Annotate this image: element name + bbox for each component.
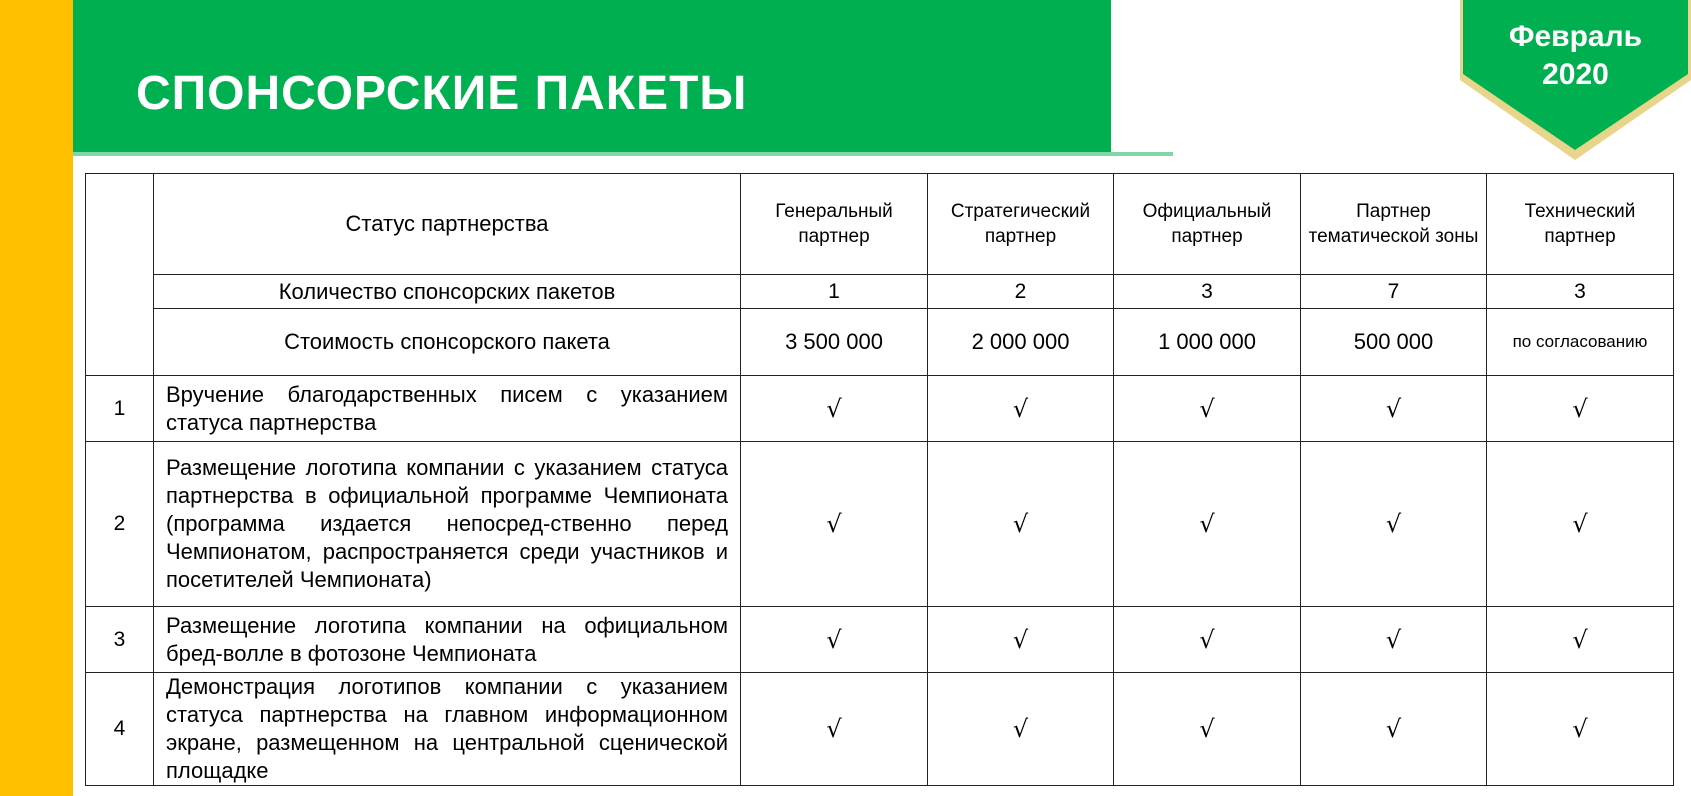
row-number: 1 [86, 376, 154, 442]
check-mark-icon: √ [928, 673, 1114, 786]
price-cell: 1 000 000 [1114, 309, 1301, 376]
check-mark-icon: √ [1114, 442, 1301, 607]
check-mark-icon: √ [928, 376, 1114, 442]
row-description: Вручение благодарственных писем с указанием статуса партнерства [154, 376, 741, 442]
table-row [86, 442, 1674, 607]
column-header: Официальный партнер [1114, 174, 1301, 275]
column-header: Генеральный партнер [741, 174, 928, 275]
check-mark-icon: √ [1487, 376, 1674, 442]
row-description: Демонстрация логотипов компании с указанием статуса партнерства на главном информационном экране, размещенном на центральной сценической площадке [154, 673, 741, 786]
column-header: Партнер тематической зоны [1301, 174, 1487, 275]
count-cell: 3 [1487, 275, 1674, 309]
check-mark-icon: √ [741, 673, 928, 786]
price-cell: 2 000 000 [928, 309, 1114, 376]
check-mark-icon: √ [928, 607, 1114, 673]
row-number: 2 [86, 442, 154, 607]
check-mark-icon: √ [1301, 673, 1487, 786]
count-cell: 7 [1301, 275, 1487, 309]
check-mark-icon: √ [928, 442, 1114, 607]
check-mark-icon: √ [741, 376, 928, 442]
count-cell: 3 [1114, 275, 1301, 309]
row-number: 4 [86, 673, 154, 786]
date-label [1460, 18, 1691, 94]
table-row [86, 376, 1674, 442]
table-row [86, 673, 1674, 786]
date-month: Февраль [1508, 20, 1643, 53]
date-badge [1460, 0, 1691, 162]
status-header: Статус партнерства [154, 174, 741, 275]
header-divider [73, 152, 1173, 156]
count-cell: 1 [741, 275, 928, 309]
check-mark-icon: √ [1487, 607, 1674, 673]
page-title: СПОНСОРСКИЕ ПАКЕТЫ [136, 67, 748, 120]
empty-corner-cell [86, 174, 154, 376]
check-mark-icon: √ [741, 442, 928, 607]
column-header: Технический партнер [1487, 174, 1674, 275]
count-row [86, 275, 1674, 309]
row-number: 3 [86, 607, 154, 673]
price-row [86, 309, 1674, 376]
price-cell: по согласованию [1487, 309, 1674, 376]
check-mark-icon: √ [1301, 607, 1487, 673]
price-cell: 3 500 000 [741, 309, 928, 376]
count-label: Количество спонсорских пакетов [154, 275, 741, 309]
sponsorship-table [85, 173, 1674, 786]
row-description: Размещение логотипа компании с указанием статуса партнерства в официальной программе Чемпионата (программа издается непосред-ственно перед Чемпионатом, распространяется среди участников и посетителей Чемпионата) [154, 442, 741, 607]
check-mark-icon: √ [1301, 376, 1487, 442]
table-header-row [86, 174, 1674, 275]
check-mark-icon: √ [741, 607, 928, 673]
date-year: 2020 [1542, 58, 1609, 91]
column-header: Стратегический партнер [928, 174, 1114, 275]
check-mark-icon: √ [1114, 607, 1301, 673]
row-description: Размещение логотипа компании на официальном бред-волле в фотозоне Чемпионата [154, 607, 741, 673]
price-cell: 500 000 [1301, 309, 1487, 376]
count-cell: 2 [928, 275, 1114, 309]
price-label: Стоимость спонсорского пакета [154, 309, 741, 376]
check-mark-icon: √ [1487, 442, 1674, 607]
table-row [86, 607, 1674, 673]
left-accent-bar [0, 0, 73, 796]
check-mark-icon: √ [1301, 442, 1487, 607]
check-mark-icon: √ [1114, 376, 1301, 442]
check-mark-icon: √ [1487, 673, 1674, 786]
check-mark-icon: √ [1114, 673, 1301, 786]
